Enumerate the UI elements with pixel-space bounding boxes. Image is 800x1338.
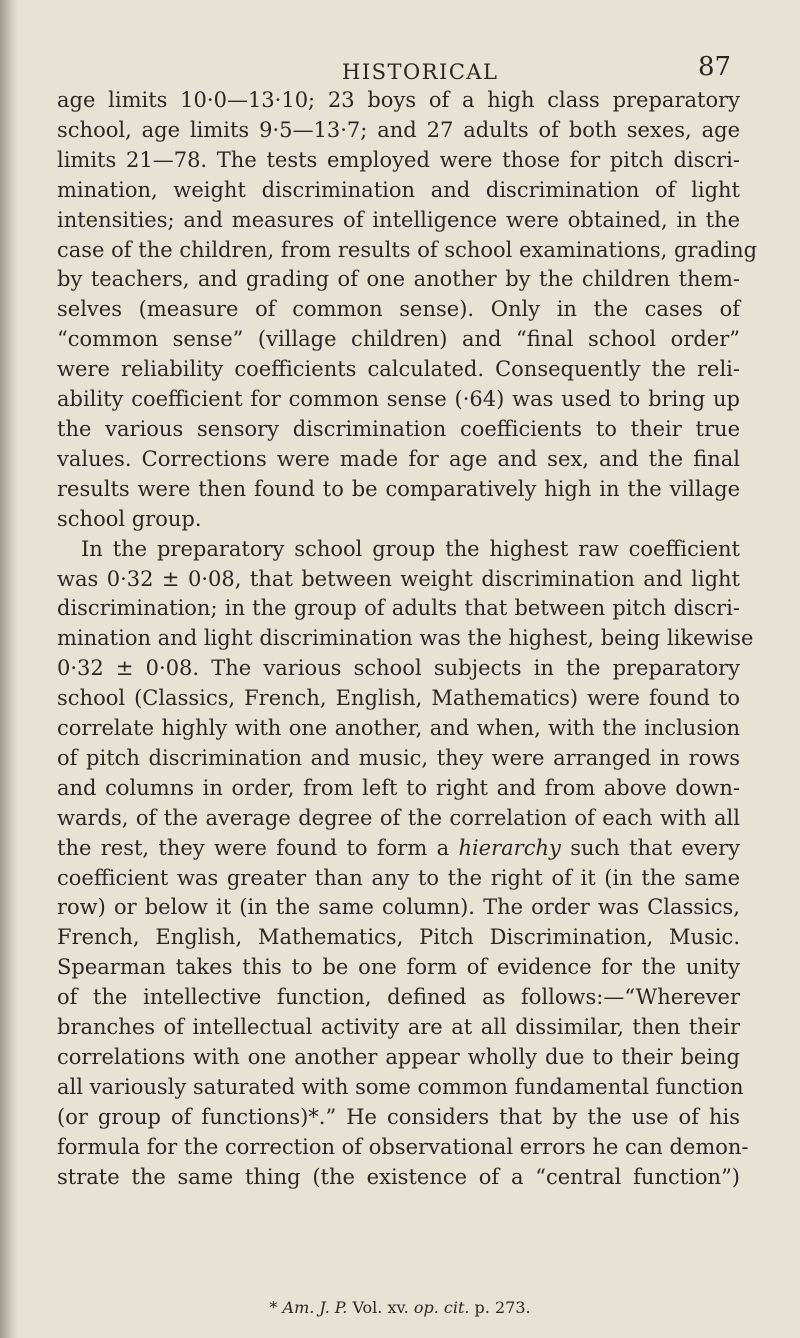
page-number: 87: [698, 52, 732, 82]
text-line: correlations with one another appear wholly due to their being: [57, 1045, 740, 1069]
text-line: selves (measure of common sense). Only in the cases of: [57, 297, 740, 322]
paragraph-first-line: In the preparatory school group the highest raw coefficient: [81, 536, 740, 561]
text-line: age limits 10·0—13·10; 23 boys of a high class preparatory: [57, 88, 740, 112]
text-line: of the intellective function, defined as follows:—“Wherever: [57, 985, 740, 1010]
text-line: (or group of functions)*.” He considers that by the use of his: [57, 1104, 740, 1129]
footnote: [0, 1298, 800, 1317]
text-line: Spearman takes this to be one form of evidence for the unity: [57, 955, 740, 980]
text-line: results were then found to be comparatively high in the village: [57, 476, 740, 501]
body-text: [57, 86, 758, 1193]
text-line: limits 21—78. The tests employed were those for pitch discri-: [57, 147, 740, 172]
text-line: of pitch discrimination and music, they were arranged in rows: [57, 745, 740, 770]
text-line: by teachers, and grading of one another by the children them-: [57, 267, 740, 292]
text-line: were reliability coefficients calculated. Consequently the reli-: [57, 357, 740, 382]
text-segment: such that every: [560, 835, 740, 860]
text-line: ability coefficient for common sense (·64) was used to bring up: [57, 387, 740, 412]
footnote-page: p. 273.: [469, 1298, 531, 1317]
text-line: “common sense” (village children) and “final school order”: [57, 327, 740, 352]
text-line: and columns in order, from left to right and from above down-: [57, 775, 740, 800]
text-line: strate the same thing (the existence of a “central function”): [57, 1164, 740, 1189]
text-line: all variously saturated with some common fundamental function: [57, 1074, 744, 1099]
text-line-with-italic: [57, 834, 740, 864]
text-line: wards, of the average degree of the correlation of each with all: [57, 805, 740, 830]
italic-term: hierarchy: [458, 835, 561, 860]
text-line: values. Corrections were made for age and sex, and the final: [57, 446, 740, 471]
text-line: school (Classics, French, English, Mathematics) were found to: [57, 686, 740, 711]
text-line: formula for the correction of observational errors he can demon-: [57, 1134, 749, 1159]
footnote-reference: Vol. xv.: [347, 1298, 414, 1317]
page-gutter-shadow: [0, 0, 18, 1338]
text-line: branches of intellectual activity are at all dissimilar, then their: [57, 1015, 740, 1040]
text-line: intensities; and measures of intelligence were obtained, in the: [57, 207, 740, 232]
text-line: was 0·32 ± 0·08, that between weight discrimination and light: [57, 566, 740, 591]
text-line: correlate highly with one another, and when, with the inclusion: [57, 716, 740, 741]
text-line: the various sensory discrimination coefficients to their true: [57, 416, 740, 441]
text-line: French, English, Mathematics, Pitch Discrimination, Music.: [57, 925, 740, 950]
footnote-source: Am. J. P.: [282, 1298, 348, 1317]
text-line: school, age limits 9·5—13·7; and 27 adults of both sexes, age: [57, 117, 740, 142]
text-line: 0·32 ± 0·08. The various school subjects in the preparatory: [57, 656, 740, 681]
text-line: mination and light discrimination was the highest, being likewise: [57, 626, 754, 651]
text-line: discrimination; in the group of adults that between pitch discri-: [57, 596, 740, 621]
footnote-op-cit: op. cit.: [413, 1298, 470, 1317]
text-line: row) or below it (in the same column). The order was Classics,: [57, 895, 740, 920]
text-line: school group.: [57, 506, 202, 531]
text-line: coefficient was greater than any to the right of it (in the same: [57, 865, 740, 890]
running-title: HISTORICAL: [342, 60, 499, 84]
text-line: case of the children, from results of school examinations, grading: [57, 237, 758, 262]
text-line: mination, weight discrimination and discrimination of light: [57, 177, 740, 202]
running-head: [0, 48, 800, 88]
footnote-marker: *: [269, 1298, 278, 1317]
text-segment: the rest, they were found to form a: [57, 835, 459, 860]
